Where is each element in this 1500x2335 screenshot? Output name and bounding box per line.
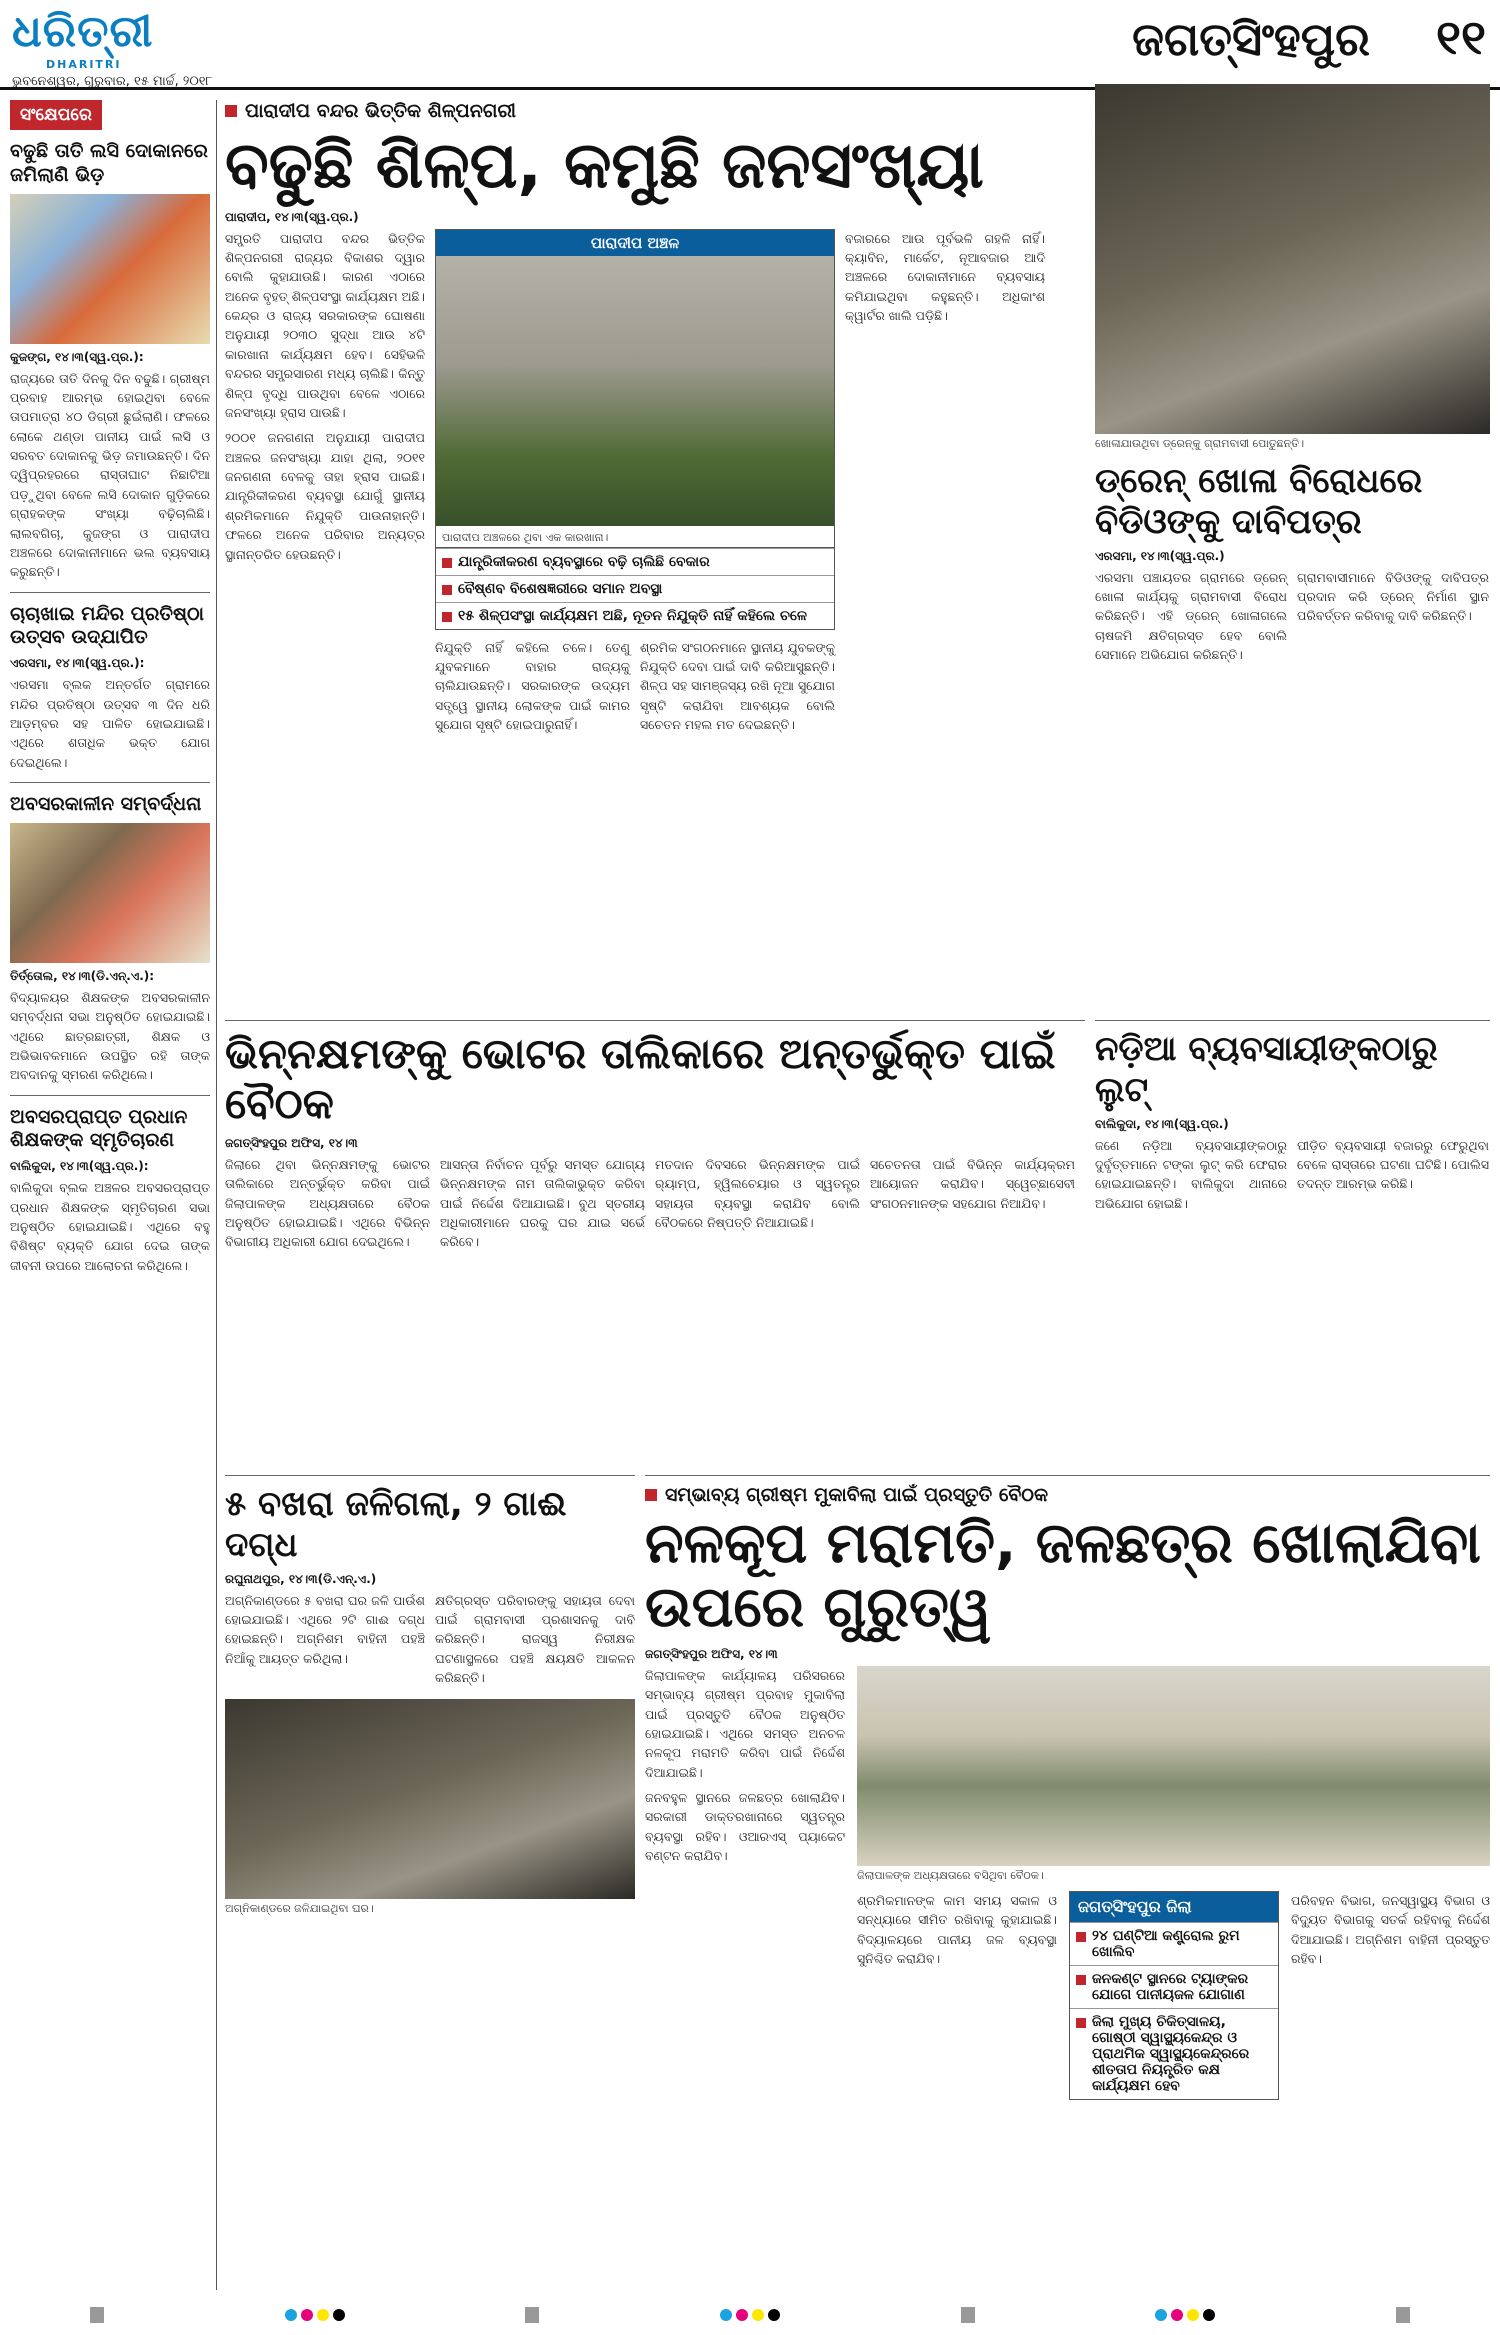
lead-body: ବଜାରରେ ଆଉ ପୂର୍ବଭଳି ଗହଳି ନାହିଁ। କ୍ୟାବିନ, ମାର୍କେଟ, ନୂଆବଜାର ଆଦି ଅଞ୍ଚଳରେ ଦୋକାନୀମାନେ ବ୍ୟବସାୟ କମିଯାଇଥିବା କହୁଛନ୍ତି। ଅଧିକାଂଶ କ୍ୱାର୍ଟର ଖାଲି ପଡ଼ିଛି। bbox=[845, 230, 1045, 324]
drain-headline: ଡ୍ରେନ୍ ଖୋଳା ବିରୋଧରେ ବିଡିଓଙ୍କୁ ଦାବିପତ୍ର bbox=[1095, 461, 1423, 542]
drain-story bbox=[1095, 84, 1490, 1004]
lead-columns bbox=[225, 229, 1085, 735]
tubewell-byline: ଜଗତ୍‌ସିଂହପୁର ଅଫିସ, ୧୪।୩ bbox=[645, 1646, 778, 1661]
newspaper-logo-latin: DHARITRI bbox=[46, 58, 122, 71]
fire-columns bbox=[225, 1591, 635, 1688]
district-box-title: ଜଗତ୍‌ସିଂହପୁର ଜିଲା bbox=[1070, 1892, 1278, 1922]
tubewell-body: ପରିବହନ ବିଭାଗ, ଜନସ୍ୱାସ୍ଥ୍ୟ ବିଭାଗ ଓ ବିଦ୍ୟୁତ ବିଭାଗକୁ ସତର୍କ ରହିବାକୁ ନିର୍ଦ୍ଦେଶ ଦିଆଯାଇଛି। ଅଗ୍ନିଶମ ବାହିନୀ ପ୍ରସ୍ତୁତ ରହିବ। bbox=[1291, 1892, 1490, 1966]
lead-photo-caption: ପାରାଦୀପ ଅଞ୍ଚଳରେ ଥିବା ଏକ କାରଖାନା। bbox=[442, 530, 609, 544]
loot-headline: ନଡ଼ିଆ ବ୍ୟବସାୟୀଙ୍କଠାରୁ ଲୁଟ୍ bbox=[1095, 1029, 1438, 1110]
lead-body: ୨୦୦୧ ଜନଗଣନା ଅନୁଯାୟୀ ପାରାଦୀପ ଅଞ୍ଚଳର ଜନସଂଖ୍ୟା ଯାହା ଥିଲା, ୨୦୧୧ ଜନଗଣନା ବେଳକୁ ତାହା ହ୍ରାସ ପାଇଛି। ଯାନ୍ତ୍ରିକୀକରଣ ବ୍ୟବସ୍ଥା ଯୋଗୁଁ ସ୍ଥାନୀୟ ଶ୍ରମିକମାନେ ନିଯୁକ୍ତି ପାଉନାହାନ୍ତି। ଫଳରେ ଅନେକ ପରିବାର ଅନ୍ୟତ୍ର ସ୍ଥାନାନ୍ତରିତ ହେଉଛନ୍ତି। bbox=[225, 430, 425, 562]
tubewell-headline: ନଳକୂପ ମରାମତି, ଜଳଛତ୍ର ଖୋଲାଯିବା ଉପରେ ଗୁରୁତ୍ୱ bbox=[645, 1511, 1481, 1641]
tubewell-body: ଜନବହୁଳ ସ୍ଥାନରେ ଜଳଛତ୍ର ଖୋଲାଯିବ। ସରକାରୀ ଡାକ୍ତରଖାନାରେ ସ୍ୱତନ୍ତ୍ର ବ୍ୟବସ୍ଥା ରହିବ। ଓଆରଏସ୍ ପ୍ୟାକେଟ ବଣ୍ଟନ କରାଯିବ। bbox=[645, 1790, 845, 1864]
lead-body: ଶ୍ରମିକ ସଂଗଠନମାନେ ସ୍ଥାନୀୟ ଯୁବକଙ୍କୁ ନିଯୁକ୍ତି ଦେବା ପାଇଁ ଦାବି କରିଆସୁଛନ୍ତି। ଶିଳ୍ପ ସହ ସାମଞ୍ଜସ୍ୟ ରଖି ନୂଆ ସୁଯୋଗ ସୃଷ୍ଟି କରାଯିବା ଆବଶ୍ୟକ ବୋଲି ସଚେତନ ମହଲ ମତ ଦେଇଛନ୍ତି। bbox=[640, 639, 835, 733]
fire-story bbox=[225, 1475, 635, 2275]
brief-byline: ଏରସମା, ୧୪।୩(ସ୍ୱ.ପ୍ର.): bbox=[10, 656, 145, 671]
tubewell-body: ଶ୍ରମିକମାନଙ୍କ କାମ ସମୟ ସକାଳ ଓ ସନ୍ଧ୍ୟାରେ ସୀମିତ ରଖିବାକୁ କୁହାଯାଇଛି। ବିଦ୍ୟାଳୟରେ ପାନୀୟ ଜଳ ବ୍ୟବସ୍ଥା ସୁନିଶ୍ଚିତ କରାଯିବ। bbox=[857, 1892, 1057, 1966]
lead-headline: ବଢୁଛି ଶିଳ୍ପ, କମୁଛି ଜନସଂଖ୍ୟା bbox=[225, 129, 984, 203]
lead-byline: ପାରାଦୀପ, ୧୪।୩(ସ୍ୱ.ପ୍ର.) bbox=[225, 209, 359, 224]
section-tag: ସଂକ୍ଷେପରେ bbox=[10, 100, 102, 130]
lead-bullet: ଯାନ୍ତ୍ରିକୀକରଣ ବ୍ୟବସ୍ଥାରେ ବଢ଼ି ଚାଲିଛି ବେକାର bbox=[436, 548, 834, 575]
lead-kicker: ପାରାଦୀପ ବନ୍ଦର ଭିତ୍ତିକ ଶିଳ୍ପନଗରୀ bbox=[225, 100, 1085, 122]
lead-col-2 bbox=[435, 229, 835, 735]
brief-headline: ଚାଚାଖାଇ ମନ୍ଦିର ପ୍ରତିଷ୍ଠା ଉତ୍ସବ ଉଦ୍‌ଯାପିତ bbox=[10, 602, 204, 649]
tubewell-body: ଜିଲାପାଳଙ୍କ କାର୍ଯ୍ୟାଳୟ ପରିସରରେ ସମ୍ଭାବ୍ୟ ଗ୍ରୀଷ୍ମ ପ୍ରବାହ ମୁକାବିଲା ପାଇଁ ପ୍ରସ୍ତୁତି ବୈଠକ ଅନୁଷ୍ଠିତ ହୋଇଯାଇଛି। ଏଥିରେ ସମସ୍ତ ଅନଚଳ ନଳକୂପ ମରାମତି କରିବା ପାଇଁ ନିର୍ଦ୍ଦେଶ ଦିଆଯାଇଛି। bbox=[645, 1667, 845, 1780]
divider bbox=[10, 782, 210, 783]
voter-byline: ଜଗତ୍‌ସିଂହପୁର ଅଫିସ, ୧୪।୩ bbox=[225, 1135, 358, 1150]
drain-byline: ଏରସମା, ୧୪।୩(ସ୍ୱ.ପ୍ର.) bbox=[1095, 548, 1225, 563]
loot-body: ପୀଡ଼ିତ ବ୍ୟବସାୟୀ ବଜାରରୁ ଫେରୁଥିବା ବେଳେ ରାସ୍ତାରେ ଘଟଣା ଘଟିଛି। ପୋଲିସ ତଦନ୍ତ ଆରମ୍ଭ କରିଛି। bbox=[1297, 1137, 1489, 1192]
registration-mark bbox=[525, 2307, 539, 2323]
district-title: ଜଗତ୍‌ସିଂହପୁର bbox=[1132, 12, 1370, 66]
lead-bullet: ୧୫ ଶିଳ୍ପସଂସ୍ଥା କାର୍ଯ୍ୟକ୍ଷମ ଅଛି, ନୂତନ ନିଯୁକ୍ତି ନାହିଁ କହିଲେ ଚଳେ bbox=[436, 602, 834, 629]
lead-body: ନିଯୁକ୍ତି ନାହିଁ କହିଲେ ଚଳେ। ତେଣୁ ଯୁବକମାନେ ବାହାର ରାଜ୍ୟକୁ ଚାଲିଯାଉଛନ୍ତି। ସରକାରଙ୍କ ଉଦ୍ୟମ ସତ୍ତ୍ୱେ ସ୍ଥାନୀୟ ଲୋକଙ୍କ ପାଇଁ କାମର ସୁଯୋଗ ସୃଷ୍ଟି ହୋଇପାରୁନାହିଁ। bbox=[435, 639, 630, 733]
page-number: ୧୧ bbox=[1435, 10, 1486, 66]
brief-byline: କୁଜଙ୍ଗ, ୧୪।୩(ସ୍ୱ.ପ୍ର.): bbox=[10, 349, 144, 364]
voter-body: ଆସନ୍ତା ନିର୍ବାଚନ ପୂର୍ବରୁ ସମସ୍ତ ଯୋଗ୍ୟ ଭିନ୍ନକ୍ଷମଙ୍କ ନାମ ତାଲିକାଭୁକ୍ତ କରିବା ପାଇଁ ନିର୍ଦ୍ଦେଶ ଦିଆଯାଇଛି। ବୁଥ ସ୍ତରୀୟ ଅଧିକାରୀମାନେ ଘରକୁ ଘର ଯାଇ ସର୍ଭେ କରିବେ। bbox=[440, 1156, 645, 1250]
lead-photo-label: ପାରାଦୀପ ଅଞ୍ଚଳ bbox=[436, 230, 834, 256]
factory-photo bbox=[436, 256, 834, 526]
brief-headline: ଅବସରକାଳୀନ ସମ୍ବର୍ଦ୍ଧନା bbox=[10, 793, 202, 815]
shop-photo bbox=[10, 194, 210, 344]
brief-byline: ତିର୍ତ୍ତୋଲ, ୧୪।୩(ଡି.ଏନ୍.ଏ.): bbox=[10, 968, 155, 983]
lead-story bbox=[225, 100, 1085, 1000]
column-rule bbox=[216, 100, 217, 2290]
drain-photo-caption: ଖୋଳାଯାଉଥିବା ଡ୍ରେନ୍‌କୁ ଗ୍ରାମବାସୀ ପୋତୁଛନ୍ତି। bbox=[1095, 437, 1305, 450]
district-box bbox=[1069, 1891, 1279, 2100]
brief-story-temple bbox=[10, 603, 210, 772]
brief-story-retirement bbox=[10, 793, 210, 1085]
drain-body: ଏରସମା ପଞ୍ଚାୟତର ଗ୍ରାମରେ ଡ୍ରେନ୍ ଖୋଳା କାର୍ଯ୍ୟକୁ ଗ୍ରାମବାସୀ ବିରୋଧ କରିଛନ୍ତି। ଏହି ଡ୍ରେନ୍ ଖୋଳାଗଲେ ଚାଷଜମି କ୍ଷତିଗ୍ରସ୍ତ ହେବ ବୋଲି ସେମାନେ ଅଭିଯୋଗ କରିଛନ୍ତି। bbox=[1095, 569, 1287, 663]
lead-bullet: ବୈଷ୍ଣବ ବିଶେଷଜ୍ଞରୀରେ ସମାନ ଅବସ୍ଥା bbox=[436, 575, 834, 602]
registration-mark bbox=[285, 2309, 345, 2321]
lead-body: ସମ୍ପ୍ରତି ପାରାଦୀପ ବନ୍ଦର ଭିତ୍ତିକ ଶିଳ୍ପନଗରୀ ରାଜ୍ୟର ବିକାଶର ଦ୍ୱାର ବୋଲି କୁହାଯାଉଛି। କାରଣ ଏଠାରେ ଅନେକ ବୃହତ୍ ଶିଳ୍ପସଂସ୍ଥା କାର୍ଯ୍ୟକ୍ଷମ ଅଛି। କେନ୍ଦ୍ର ଓ ରାଜ୍ୟ ସରକାରଙ୍କ ଘୋଷଣା ଅନୁଯାୟୀ ୨୦୩୦ ସୁଦ୍ଧା ଆଉ ୪ଟି କାରଖାନା କାର୍ଯ୍ୟକ୍ଷମ ହେବ। ସେହିଭଳି ବନ୍ଦରର ସମ୍ପ୍ରସାରଣ ମଧ୍ୟ ଚାଲିଛି। କିନ୍ତୁ ଶିଳ୍ପ ବୃଦ୍ଧି ପାଉଥିବା ବେଳେ ଏଠାରେ ଜନସଂଖ୍ୟା ହ୍ରାସ ପାଉଛି। bbox=[225, 230, 425, 420]
brief-body: ରାଜ୍ୟରେ ତାତି ଦିନକୁ ଦିନ ବଢୁଛି। ଗ୍ରୀଷ୍ମ ପ୍ରବାହ ଆରମ୍ଭ ହୋଇଥିବା ବେଳେ ତାପମାତ୍ରା ୪୦ ଡିଗ୍ରୀ ଛୁଇଁଲାଣି। ଫଳରେ ଲୋକେ ଥଣ୍ଡା ପାନୀୟ ପାଇଁ ଲସି ଓ ସରବତ ଦୋକାନକୁ ଭିଡ଼ ଜମାଉଛନ୍ତି। ଦିନ ଦ୍ୱିପ୍ରହରରେ ରାସ୍ତାଘାଟ ନିଛାଟିଆ ପଡ଼ୁଥିବା ବେଳେ ଲସି ଦୋକାନ ଗୁଡ଼ିକରେ ଗ୍ରାହକଙ୍କ ସଂଖ୍ୟା ବଢ଼ିଚାଲିଛି। ଲାଲବଗିଚା, କୁଜଙ୍ଗ ଓ ପାରାଦୀପ ଅଞ୍ଚଳରେ ଦୋକାନୀମାନେ ଭଲ ବ୍ୟବସାୟ କରୁଛନ୍ତି। bbox=[10, 370, 210, 580]
fire-byline: ରଘୁନାଥପୁର, ୧୪।୩(ଡି.ଏନ୍.ଏ.) bbox=[225, 1571, 377, 1586]
registration-mark bbox=[961, 2307, 975, 2323]
tubewell-story bbox=[645, 1475, 1490, 2275]
district-box-item: ୨୪ ଘଣ୍ଟିଆ କଣ୍ଟ୍ରୋଲ ରୁମ ଖୋଲିବ bbox=[1070, 1922, 1278, 1965]
brief-story-lassi bbox=[10, 140, 210, 582]
brief-body: ଏରସମା ବ୍ଲକ ଅନ୍ତର୍ଗତ ଗ୍ରାମରେ ମନ୍ଦିର ପ୍ରତିଷ୍ଠା ଉତ୍ସବ ୩ ଦିନ ଧରି ଆଡ଼ମ୍ବର ସହ ପାଳିତ ହୋଇଯାଇଛି। ଏଥିରେ ଶତାଧିକ ଭକ୍ତ ଯୋଗ ଦେଇଥିଲେ। bbox=[10, 677, 210, 770]
brief-headline: ବଢୁଛି ତାତି ଲସି ଦୋକାନରେ ଜମିଲାଣି ଭିଡ଼ bbox=[10, 140, 208, 186]
fire-headline: ୫ ବଖରା ଜଳିଗଲା, ୨ ଗାଈ ଦଗ୍ଧ bbox=[225, 1484, 567, 1565]
lead-sub-columns bbox=[435, 638, 835, 735]
brief-body: ବାଲିକୁଦା ବ୍ଲକ ଅଞ୍ଚଳର ଅବସରପ୍ରାପ୍ତ ପ୍ରଧାନ ଶିକ୍ଷକଙ୍କ ସ୍ମୃତିଚାରଣ ସଭା ଅନୁଷ୍ଠିତ ହୋଇଯାଇଛି। ଏଥିରେ ବହୁ ବିଶିଷ୍ଟ ବ୍ୟକ୍ତି ଯୋଗ ଦେଇ ତାଙ୍କ ଜୀବନୀ ଉପରେ ଆଲୋଚନା କରିଥିଲେ। bbox=[10, 1180, 210, 1273]
drain-columns bbox=[1095, 568, 1490, 665]
tubewell-photo-caption: ଜିଲାପାଳଙ୍କ ଅଧ୍ୟକ୍ଷତାରେ ବସିଥିବା ବୈଠକ। bbox=[857, 1868, 1044, 1882]
loot-body: ଜଣେ ନଡ଼ିଆ ବ୍ୟବସାୟୀଙ୍କଠାରୁ ଦୁର୍ବୃତ୍ତମାନେ ଟଙ୍କା ଲୁଟ୍ କରି ଫେରାର ହୋଇଯାଇଛନ୍ତି। ବାଲିକୁଦା ଥାନାରେ ଅଭିଯୋଗ ହୋଇଛି। bbox=[1095, 1137, 1287, 1211]
lead-photo-box bbox=[435, 229, 835, 548]
lead-col-1 bbox=[225, 229, 425, 735]
masthead bbox=[0, 0, 1500, 90]
voter-columns bbox=[225, 1155, 1085, 1252]
loot-byline: ବାଲିକୁଦା, ୧୪।୩(ସ୍ୱ.ପ୍ର.) bbox=[1095, 1116, 1229, 1131]
dateline: ଭୁବନେଶ୍ୱର, ଗୁରୁବାର, ୧୫ ମାର୍ଚ୍ଚ, ୨୦୧୮ bbox=[12, 74, 213, 89]
divider bbox=[10, 1095, 210, 1096]
district-box-item: ଜନକଣ୍ଟ ସ୍ଥାନରେ ଟ୍ୟାଙ୍କର ଯୋଗେ ପାନୀୟଜଳ ଯୋଗାଣ bbox=[1070, 1965, 1278, 2008]
voter-body: ମତଦାନ ଦିବସରେ ଭିନ୍ନକ୍ଷମଙ୍କ ପାଇଁ ର‌୍ୟାମ୍ପ, ହ୍ୱିଲଚେୟାର ଓ ସ୍ୱତନ୍ତ୍ର ସହାୟତା ବ୍ୟବସ୍ଥା କରାଯିବ ବୋଲି ବୈଠକରେ ନିଷ୍ପତ୍ତି ନିଆଯାଇଛି। bbox=[655, 1156, 860, 1230]
tubewell-sub-row bbox=[857, 1891, 1490, 2100]
divider bbox=[10, 592, 210, 593]
lead-bullets bbox=[435, 548, 835, 630]
tubewell-top-row bbox=[645, 1666, 1490, 2100]
tubewell-kicker: ସମ୍ଭାବ୍ୟ ଗ୍ରୀଷ୍ମ ମୁକାବିଲା ପାଇଁ ପ୍ରସ୍ତୁତି ବୈଠକ bbox=[645, 1484, 1490, 1506]
fire-body: କ୍ଷତିଗ୍ରସ୍ତ ପରିବାରଙ୍କୁ ସହାୟତା ଦେବା ପାଇଁ ଗ୍ରାମବାସୀ ପ୍ରଶାସନକୁ ଦାବି କରିଛନ୍ତି। ରାଜସ୍ୱ ନିରୀକ୍ଷକ ଘଟଣାସ୍ଥଳରେ ପହଞ୍ଚି କ୍ଷୟକ୍ଷତି ଆକଳନ କରିଛନ୍ତି। bbox=[435, 1592, 635, 1686]
brief-headline: ଅବସରପ୍ରାପ୍ତ ପ୍ରଧାନ ଶିକ୍ଷକଙ୍କ ସ୍ମୃତିଚାରଣ bbox=[10, 1105, 188, 1152]
fire-body: ଅଗ୍ନିକାଣ୍ଡରେ ୫ ବଖରା ଘର ଜଳି ପାଉଁଶ ହୋଇଯାଇଛି। ଏଥିରେ ୨ଟି ଗାଈ ଦଗ୍ଧ ହୋଇଛନ୍ତି। ଅଗ୍ନିଶମ ବାହିନୀ ପହଞ୍ଚି ନିଆଁକୁ ଆୟତ୍ତ କରିଥିଲା। bbox=[225, 1592, 425, 1666]
meeting-photo bbox=[857, 1666, 1490, 1866]
voter-story bbox=[225, 1020, 1085, 1460]
lead-col-3 bbox=[845, 229, 1045, 735]
voter-body: ଜିଲାରେ ଥିବା ଭିନ୍ନକ୍ଷମଙ୍କୁ ଭୋଟର ତାଲିକାରେ ଅନ୍ତର୍ଭୁକ୍ତ କରିବା ପାଇଁ ଜିଲାପାଳଙ୍କ ଅଧ୍ୟକ୍ଷତାରେ ବୈଠକ ଅନୁଷ୍ଠିତ ହୋଇଯାଇଛି। ଏଥିରେ ବିଭିନ୍ନ ବିଭାଗୀୟ ଅଧିକାରୀ ଯୋଗ ଦେଇଥିଲେ। bbox=[225, 1156, 430, 1250]
district-box-item: ଜିଲା ମୁଖ୍ୟ ଚିକିତ୍ସାଳୟ, ଗୋଷ୍ଠୀ ସ୍ୱାସ୍ଥ୍ୟକେନ୍ଦ୍ର ଓ ପ୍ରାଥମିକ ସ୍ୱାସ୍ଥ୍ୟକେନ୍ଦ୍ରରେ ଶୀତତାପ ନିୟନ୍ତ୍ରିତ କକ୍ଷ କାର୍ଯ୍ୟକ୍ଷମ ହେବ bbox=[1070, 2008, 1278, 2099]
print-registration-marks bbox=[0, 2295, 1500, 2335]
brief-body: ବିଦ୍ୟାଳୟର ଶିକ୍ଷକଙ୍କ ଅବସରକାଳୀନ ସମ୍ବର୍ଦ୍ଧନା ସଭା ଅନୁଷ୍ଠିତ ହୋଇଯାଇଛି। ଏଥିରେ ଛାତ୍ରଛାତ୍ରୀ, ଶିକ୍ଷକ ଓ ଅଭିଭାବକମାନେ ଉପସ୍ଥିତ ରହି ତାଙ୍କ ଅବଦାନକୁ ସ୍ମରଣ କରିଥିଲେ। bbox=[10, 989, 210, 1083]
newspaper-logo: ଧରିତ୍ରୀ bbox=[12, 6, 154, 57]
tubewell-col-2 bbox=[857, 1666, 1490, 2100]
voter-headline: ଭିନ୍ନକ୍ଷମଙ୍କୁ ଭୋଟର ତାଲିକାରେ ଅନ୍ତର୍ଭୁକ୍ତ ପାଇଁ ବୈଠକ bbox=[225, 1029, 1056, 1129]
felicitation-photo bbox=[10, 823, 210, 963]
fire-photo bbox=[225, 1699, 635, 1899]
fire-photo-caption: ଅଗ୍ନିକାଣ୍ଡରେ ଜଳିଯାଇଥିବା ଘର। bbox=[225, 1902, 374, 1916]
registration-mark bbox=[720, 2309, 780, 2321]
brief-byline: ବାଲିକୁଦା, ୧୪।୩(ସ୍ୱ.ପ୍ର.): bbox=[10, 1159, 149, 1174]
voter-body: ସଚେତନତା ପାଇଁ ବିଭିନ୍ନ କାର୍ଯ୍ୟକ୍ରମ ଆୟୋଜନ କରାଯିବ। ସ୍ୱେଚ୍ଛାସେବୀ ସଂଗଠନମାନଙ୍କ ସହଯୋଗ ନିଆଯିବ। bbox=[870, 1156, 1075, 1211]
loot-story bbox=[1095, 1020, 1490, 1460]
loot-columns bbox=[1095, 1136, 1490, 1214]
drain-photo bbox=[1095, 84, 1490, 434]
brief-story-teacher bbox=[10, 1106, 210, 1275]
left-column bbox=[10, 100, 210, 1275]
registration-mark bbox=[90, 2307, 104, 2323]
tubewell-col-1 bbox=[645, 1666, 845, 2100]
registration-mark bbox=[1155, 2309, 1215, 2321]
drain-body: ଗ୍ରାମବାସୀମାନେ ବିଡିଓଙ୍କୁ ଦାବିପତ୍ର ପ୍ରଦାନ କରି ଡ୍ରେନ୍ ନିର୍ମାଣ ସ୍ଥାନ ପରିବର୍ତ୍ତନ କରିବାକୁ ଦାବି କରିଛନ୍ତି। bbox=[1297, 569, 1489, 624]
registration-mark bbox=[1396, 2307, 1410, 2323]
